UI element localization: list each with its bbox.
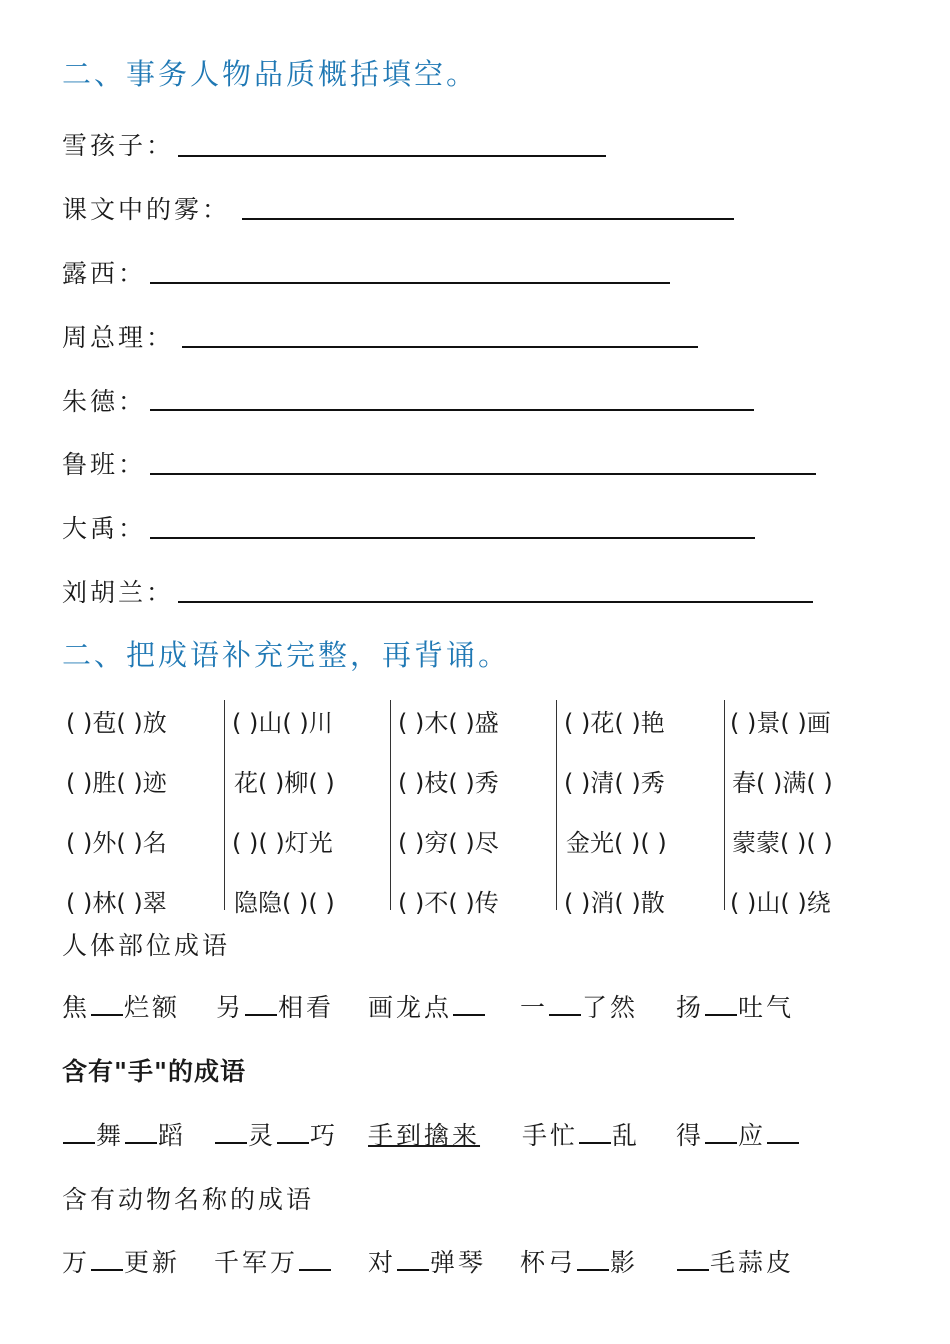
text: 扬	[676, 993, 705, 1022]
text: 巧	[310, 1121, 339, 1150]
idiom-cell[interactable]: ( )胜( )迹	[66, 769, 167, 797]
text: 对	[368, 1248, 397, 1277]
fill-blank[interactable]	[767, 1120, 799, 1144]
label-wu: 课文中的雾：	[62, 195, 231, 224]
grid-separator	[724, 700, 725, 910]
section-1-heading: 二、事务人物品质概括填空。	[62, 57, 479, 91]
text: 另	[216, 993, 245, 1022]
fill-blank[interactable]	[577, 1247, 609, 1271]
label-luxi: 露西：	[62, 259, 147, 288]
label-zhude: 朱德：	[62, 387, 147, 416]
idiom-cell[interactable]: ( )穷( )尽	[398, 829, 499, 857]
text: 毛蒜皮	[710, 1248, 795, 1277]
body-idiom-1[interactable]	[62, 988, 180, 1024]
text: 更新	[124, 1248, 181, 1277]
answer-line-zhouzongli[interactable]	[182, 346, 698, 348]
hand-idiom-5[interactable]	[676, 1116, 800, 1152]
idiom-cell[interactable]: ( )山( )川	[232, 709, 333, 737]
answer-line-dayu[interactable]	[150, 537, 755, 539]
text: 乱	[612, 1121, 641, 1150]
idiom-cell[interactable]: 春( )满( )	[732, 769, 833, 797]
idiom-cell[interactable]: ( )清( )秀	[564, 769, 665, 797]
fill-blank[interactable]	[677, 1247, 709, 1271]
idiom-cell[interactable]: ( )消( )散	[564, 889, 665, 917]
animal-idioms-title: 含有动物名称的成语	[62, 1185, 315, 1214]
label-xuehaizi: 雪孩子：	[62, 131, 175, 160]
fill-blank[interactable]	[299, 1247, 331, 1271]
label-liuhulan: 刘胡兰：	[62, 578, 175, 607]
idiom-cell[interactable]: ( )枝( )秀	[398, 769, 499, 797]
fill-blank[interactable]	[91, 1247, 123, 1271]
text: 手到擒来	[368, 1121, 481, 1150]
answer-line-zhude[interactable]	[150, 409, 754, 411]
text: 舞	[96, 1121, 125, 1150]
text: 弹琴	[430, 1248, 487, 1277]
fill-blank[interactable]	[705, 992, 737, 1016]
fill-blank[interactable]	[125, 1120, 157, 1144]
hand-idiom-4[interactable]	[522, 1116, 640, 1152]
text: 吐气	[738, 993, 795, 1022]
grid-separator	[390, 700, 391, 910]
animal-idiom-2[interactable]	[214, 1243, 332, 1279]
fill-blank[interactable]	[91, 992, 123, 1016]
idiom-cell[interactable]: ( )山( )绕	[730, 889, 831, 917]
grid-separator	[556, 700, 557, 910]
hand-idiom-2[interactable]	[214, 1116, 338, 1152]
answer-line-wu[interactable]	[242, 218, 734, 220]
text: 影	[610, 1248, 639, 1277]
fill-blank[interactable]	[549, 992, 581, 1016]
idiom-cell[interactable]: 金光( )( )	[566, 829, 667, 857]
fill-blank[interactable]	[277, 1120, 309, 1144]
fill-blank[interactable]	[453, 992, 485, 1016]
animal-idiom-4[interactable]	[520, 1243, 638, 1279]
label-dayu: 大禹：	[62, 514, 147, 543]
idiom-cell[interactable]: 隐隐( )( )	[234, 889, 335, 917]
fill-blank[interactable]	[705, 1120, 737, 1144]
text: 一	[520, 993, 549, 1022]
text: 千军万	[214, 1248, 299, 1277]
answer-line-luxi[interactable]	[150, 282, 670, 284]
idiom-cell[interactable]: ( )林( )翠	[66, 889, 167, 917]
fill-blank[interactable]	[63, 1120, 95, 1144]
text: 万	[62, 1248, 91, 1277]
fill-blank[interactable]	[245, 992, 277, 1016]
idiom-cell[interactable]: ( )( )灯光	[232, 829, 333, 857]
animal-idiom-1[interactable]	[62, 1243, 180, 1279]
idiom-cell[interactable]: ( )木( )盛	[398, 709, 499, 737]
idiom-cell[interactable]: ( )不( )传	[398, 889, 499, 917]
label-luban: 鲁班：	[62, 450, 147, 479]
fill-blank[interactable]	[215, 1120, 247, 1144]
body-idiom-2[interactable]	[216, 988, 334, 1024]
idiom-cell[interactable]: ( )花( )艳	[564, 709, 665, 737]
idiom-cell[interactable]: ( )景( )画	[730, 709, 831, 737]
text: 手忙	[522, 1121, 579, 1150]
animal-idiom-3[interactable]	[368, 1243, 486, 1279]
body-idiom-3[interactable]	[368, 988, 486, 1024]
idiom-cell[interactable]: 花( )柳( )	[234, 769, 335, 797]
text: 画龙点	[368, 993, 453, 1022]
text: 蹈	[158, 1121, 187, 1150]
text: 得	[676, 1121, 705, 1150]
answer-line-luban[interactable]	[150, 473, 816, 475]
answer-line-liuhulan[interactable]	[178, 601, 813, 603]
body-parts-title: 人体部位成语	[62, 931, 231, 960]
hand-idiom-1[interactable]	[62, 1116, 186, 1152]
grid-separator	[224, 700, 225, 910]
text: 焦	[62, 993, 91, 1022]
text: 应	[738, 1121, 767, 1150]
hand-idioms-title: 含有"手"的成语	[62, 1057, 247, 1086]
body-idiom-5[interactable]	[676, 988, 794, 1024]
text: 相看	[278, 993, 335, 1022]
text: 了然	[582, 993, 639, 1022]
hand-idiom-3	[368, 1116, 480, 1152]
text: 烂额	[124, 993, 181, 1022]
idiom-cell[interactable]: ( )苞( )放	[66, 709, 167, 737]
idiom-cell[interactable]: ( )外( )名	[66, 829, 167, 857]
animal-idiom-5[interactable]	[676, 1243, 794, 1279]
label-zhouzongli: 周总理：	[62, 323, 175, 352]
body-idiom-4[interactable]	[520, 988, 638, 1024]
fill-blank[interactable]	[397, 1247, 429, 1271]
text: 杯弓	[520, 1248, 577, 1277]
fill-blank[interactable]	[579, 1120, 611, 1144]
answer-line-xuehaizi[interactable]	[178, 155, 606, 157]
section-2-heading: 二、把成语补充完整，再背诵。	[62, 638, 511, 672]
idiom-cell[interactable]: 蒙蒙( )( )	[732, 829, 833, 857]
text: 灵	[248, 1121, 277, 1150]
